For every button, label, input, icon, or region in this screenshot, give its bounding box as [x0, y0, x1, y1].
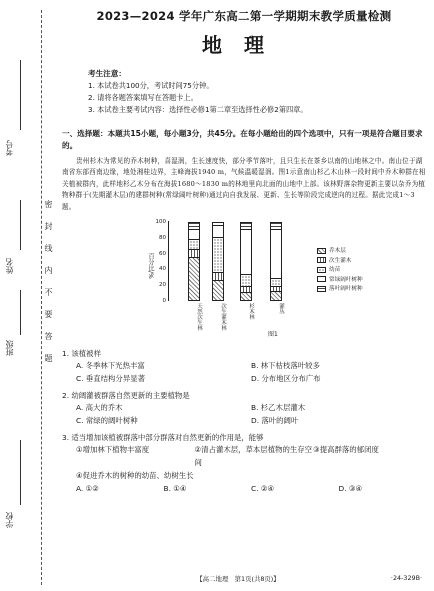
question-1-options — [62, 359, 426, 385]
stacked-bar-chart — [62, 217, 426, 343]
school-label: 学校 — [5, 512, 14, 528]
x-category-label: 天然次生林 — [196, 303, 202, 331]
y-axis — [168, 221, 169, 301]
question-3-statements — [62, 443, 426, 469]
option-d[interactable]: D. 分布地区分布广布 — [251, 374, 321, 384]
question-1: 1. 该植被样 — [62, 349, 101, 359]
bar-segment — [241, 222, 251, 229]
bar-segment — [213, 272, 223, 280]
class-label: 班级 — [5, 340, 14, 356]
option-b[interactable]: B. 杉乙木层灌木 — [251, 403, 306, 413]
statement-1: ①增加林下植物丰富度 — [76, 445, 150, 455]
option-b[interactable]: B. 林下枯枝落叶较多 — [251, 361, 320, 371]
notice-item: 3. 本试卷主要考试内容：选择性必修1第二章至选择性必修2第四章。 — [88, 105, 308, 114]
question-2: 2. 幼阔灌被群落自然更新的主要植物是 — [62, 391, 190, 401]
x-category-label: 次生灌木林 — [220, 303, 226, 331]
bar-segment — [189, 229, 199, 239]
option-c[interactable]: C. ②④ — [251, 484, 275, 494]
question-3-options — [62, 482, 426, 495]
bar-1 — [188, 222, 200, 301]
subject-title: 地理 — [202, 33, 286, 57]
seal-line — [41, 10, 42, 585]
bar-segment — [213, 280, 223, 300]
statement-4: ④促进乔木的树种的幼苗、幼树生长 — [76, 471, 194, 481]
legend-label: 次生灌木 — [329, 257, 352, 264]
question-2-options — [62, 401, 426, 427]
bar-segment — [189, 239, 199, 248]
bar-segment — [241, 292, 251, 300]
legend-label: 落叶阔叶树种 — [329, 286, 363, 293]
legend-label: 幼苗 — [329, 267, 341, 274]
chart-legend — [317, 247, 363, 295]
option-c[interactable]: C. 常绿的阔叶树种 — [76, 416, 138, 426]
x-category-label: 杉木林 — [248, 303, 254, 320]
bar-4 — [270, 222, 282, 301]
bar-segment — [189, 257, 199, 300]
notice-title: 考生注意： — [88, 69, 126, 78]
bar-segment — [213, 237, 223, 273]
legend-swatch — [317, 257, 326, 263]
class-blank[interactable] — [20, 290, 21, 335]
y-axis-label: 百分比/% — [147, 253, 154, 279]
main-content — [62, 8, 426, 495]
exam-number-label: 考号 — [5, 140, 14, 156]
question-3: 3. 适当增加该植被群落中部分群落对自然更新的作用是，能够 — [62, 433, 264, 443]
school-blank[interactable] — [20, 440, 21, 505]
bar-segment — [241, 286, 251, 292]
x-category-label: 灌丛 — [278, 303, 284, 315]
y-tick-label: 100 — [155, 219, 166, 226]
statement-3: ③提高群落的郁闭度 — [313, 445, 379, 455]
statement-2: ②清占灌木层，草本层植物的生存空间 — [194, 445, 313, 468]
bar-segment — [213, 222, 223, 225]
bar-segment — [213, 225, 223, 237]
y-tick-label: 0 — [162, 298, 166, 305]
y-tick-label: 20 — [159, 282, 166, 289]
bar-segment — [271, 286, 281, 291]
option-a[interactable]: A. 高大的乔木 — [76, 403, 123, 413]
footer-code: ·24-329B· — [390, 574, 422, 582]
legend-item — [317, 266, 363, 276]
name-blank[interactable] — [20, 200, 21, 250]
notice-item: 1. 本试卷共100分，考试时间75分钟。 — [88, 81, 214, 90]
legend-item — [317, 276, 363, 286]
binding-margin — [0, 0, 60, 591]
legend-item — [317, 285, 363, 295]
bar-segment — [189, 249, 199, 257]
legend-item — [317, 247, 363, 257]
name-label: 姓名 — [5, 258, 14, 274]
footer-page-info: 【高二地理 第1页(共8页)】 — [196, 575, 280, 583]
exam-number-blank[interactable] — [20, 60, 21, 130]
bar-segment — [271, 229, 281, 278]
notice-item: 2. 请将各题答案填写在答题卡上。 — [88, 93, 198, 102]
notice-box — [62, 68, 426, 116]
option-d[interactable]: D. 落叶的阔叶 — [251, 416, 299, 426]
option-c[interactable]: C. 垂直结构分异显著 — [76, 374, 145, 384]
bar-segment — [241, 229, 251, 274]
seal-warning: 密封线内不要答题 — [44, 200, 53, 376]
bar-segment — [189, 222, 199, 229]
option-a[interactable]: A. 冬季林下光热丰富 — [76, 361, 145, 371]
y-tick-label: 40 — [159, 266, 166, 273]
option-d[interactable]: D. ③④ — [338, 484, 363, 494]
y-tick-label: 80 — [159, 234, 166, 241]
legend-swatch — [317, 276, 326, 282]
legend-label: 常绿阔叶树种 — [329, 276, 363, 283]
bar-2 — [212, 222, 224, 301]
legend-swatch — [317, 248, 326, 254]
bar-segment — [271, 222, 281, 229]
legend-item — [317, 257, 363, 267]
legend-swatch — [317, 267, 326, 273]
option-b[interactable]: B. ①④ — [163, 484, 187, 494]
question-3-statements-cont — [62, 469, 426, 482]
bar-segment — [271, 291, 281, 300]
option-a[interactable]: A. ①② — [76, 484, 99, 494]
legend-swatch — [317, 286, 326, 292]
figure-caption: 图1 — [268, 331, 278, 339]
exam-title: 2023—2024 学年广东高二第一学期期末教学质量检测 — [96, 9, 392, 23]
bar-segment — [271, 278, 281, 286]
bar-segment — [241, 274, 251, 286]
y-tick-label: 60 — [159, 250, 166, 257]
section-heading: 一、选择题：本题共15小题，每小题3分，共45分。在每小题给出的四个选项中，只有一项是符合题目要求的。 — [62, 129, 423, 150]
reading-passage: 贵州杉木为常见的乔木树种，喜湿润，生长速度快，部分季节落叶，且只生长在茶乡以南的山地林之中。南山位于湖南省东部西南边缘，地处湘桂边界，主峰海拔1940 m，气候温暖湿润。图1示意南山杉乙木山林一段时间中乔木种群在相关植被群内，此样地杉乙木分布在海拔1680～1830 m的林地里向北面的山地中上部。该林野落杂物更新主要以杂乔为植物种群于(先期灌木层)的建群树种(常绿阔叶树种)通过向自我发展、更新、生长等阶段完成逆向的过程。据此完成1～3题。 — [62, 157, 426, 211]
bar-3 — [240, 222, 252, 301]
legend-label: 乔木层 — [329, 248, 346, 255]
